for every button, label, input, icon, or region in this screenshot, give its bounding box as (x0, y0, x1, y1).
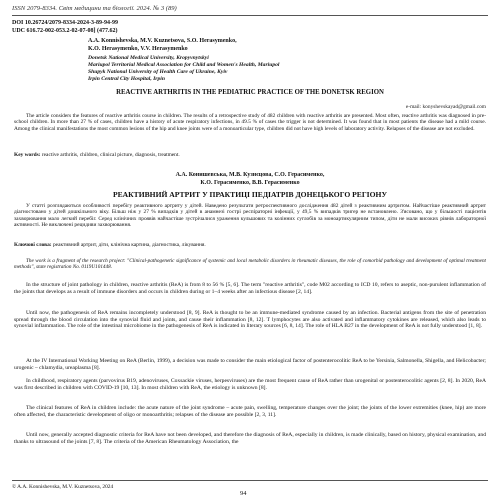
body-paragraph-4: In childhood, respiratory agents (parvovirus B19, adenoviruses, Coxsackie viruses, herpesviruses) are the most frequent cause of ReA rather than urogenital or postenterocolitic agents [2, 8]. In 2020, ReA was first described in children with COVID-19 [10, 13]. In most children with ReA, the etiology is unknown [8]. (14, 378, 486, 391)
keywords-en (14, 152, 486, 158)
abstract-en: The article considers the features of reactive arthritis course in children. The results of a retrospective study of 482 children with reactive arthritis are presented. Most often, reactive arthritis was diagnosed in pre-school children. In more than 27 % of cases, children have a history of acute respiratory infections, in 49.5 % of cases the trigger is not determined. It was found that in most patients the disease had a mild course. Among the clinical manifestations the most common lesions of the hip and knee joints were of a monoarticular type, children did not have high levels of laboratory activity. Relapses of the disease are not excluded. (14, 113, 486, 132)
body-paragraph-1: In the structure of joint pathology in children, reactive arthritis (ReA) is from 8 to 56 % [5, 6]. The term "reactive arthritis", code M02 according to ICD 10, refers to aseptic, non-purulent inflammation of the joints that develops as a result of immune disorders and occurs in children during or 1–4 weeks after an infectious disease [2, 14]. (14, 282, 486, 295)
keywords-en-text: reactive arthritis, children, clinical picture, diagnosis, treatment. (40, 152, 180, 158)
affiliation-2: Mariupol Territorial Medical Association for Child and Women's Health, Mariupol (88, 62, 280, 68)
journal-header: ISSN 2079-8334. Світ медицини та біології. 2024. № 3 (89) (12, 5, 177, 12)
doi: DOI 10.26724/2079-8334-2024-3-89-94-99 (12, 20, 118, 26)
footer-rule (12, 480, 488, 481)
copyright-notice: © A.A. Konnishevska, M.V. Kuznetsova, 2024 (12, 484, 114, 490)
udc: UDC 616.72-002-053.2-02-07-08] (477.62) (12, 28, 118, 34)
keywords-en-label: Key words: (14, 152, 41, 158)
abstract-uk: У статті розглядаються особливості перебігу реактивного артриту у дітей. Наведено результати ретроспективного дослідження 482 дітей з реактивним артритом. Найчастіше реактивний артрит діагностовано у дітей дошкільного віку. Більш ніж у 27 % випадків у дітей в анамнезі гострі респіраторні інфекції, у 49,5 % випадків тригер не встановлено. З'ясовано, що у більшості пацієнтів захворювання мало легкий перебіг. Серед клінічних проявів найчастіше зустрічалися ураження кульшових та колінних суглобів за моноартикулярним типом, діти не мали високих рівнів лабораторної активності. Не виключені рецидиви захворювання. (14, 203, 486, 228)
body-paragraph-5: The clinical features of ReA in children include: the acute nature of the joint syndrome – acute pain, swelling, temperature changes over the joint; the joints of the lower extremities (knee, hip) are more often affected, the characteristic development of oligo or monoarthritis; relapses of the disease are possible [2, 3, 11]. (14, 405, 486, 418)
page-number: 94 (240, 490, 247, 497)
affiliation-3: Shupyk National University of Health Care of Ukraine, Kyiv (88, 69, 228, 75)
authors-en-line2: K.O. Herasymenko, V.V. Herasymenko (88, 46, 188, 52)
authors-uk-line2: К.О. Герасименко, В.В. Герасименко (200, 180, 300, 186)
authors-uk-line1: А.А. Конишевська, М.В. Кузнєцова, С.О. Герасименко, (175, 172, 325, 178)
contact-email[interactable]: e-mail: konyshevskayad@gmail.com (405, 104, 486, 110)
header-rule (12, 15, 488, 16)
authors-en-line1: A.A. Konnishevska, M.V. Kuznetsova, S.O. Herasymenko, (88, 38, 237, 44)
keywords-uk-text: реактивний артрит, діти, клінічна картина, діагностика, лікування. (51, 242, 206, 248)
keywords-uk-label: Ключові слова: (14, 242, 52, 248)
article-title-en: REACTIVE ARTHRITIS IN THE PEDIATRIC PRACTICE OF THE DONETSK REGION (116, 89, 384, 96)
affiliation-4: Irpin Central City Hospital, Irpin (88, 76, 165, 82)
body-paragraph-2: Until now, the pathogenesis of ReA remains incompletely understood [8, 9]. ReA is thought to be an immune-mediated syndrome caused by an infection. Bacterial antigens from the site of penetration spread through the blood circulation into the synovial fluid and joints, and cause their inflammation [8, 12]. T lymphocytes are also activated and inflammatory cytokines are released, which also leads to synovial inflammation. The role of the intestinal microbiome in the pathogenesis of ReA is indicated in literary sources [6, 8, 14]. The role of HLA B27 in the development of ReA is not fully understood [1, 8]. (14, 310, 486, 330)
article-title-uk: РЕАКТИВНИЙ АРТРИТ У ПРАКТИЦІ ПЕДІАТРІВ ДОНЕЦЬКОГО РЕГІОНУ (112, 190, 388, 199)
research-note: The work is a fragment of the research project: "Clinical-pathogenetic significance of systemic and local metabolic disorders in rheumatic diseases, the role of comorbid pathology and development of optimal treatment methods", state registration No. 0119U101448. (14, 258, 486, 271)
keywords-uk (14, 242, 486, 248)
body-paragraph-3: At the IV International Working Meeting on ReA (Berlin, 1999), a decision was made to consider the main etiological factor of postenterocolitic ReA to be Yersinia, Salmonella, Shigella, and Helicobacter; urogenic – chlamydia, ureaplasma [8]. (14, 358, 486, 371)
affiliation-1: Donetsk National Medical University, Kropyvnytskyi (88, 55, 209, 61)
body-paragraph-6: Until now, generally accepted diagnostic criteria for ReA have not been developed, and therefore the diagnosis of ReA, especially in children, is made clinically, based on history, physical examination, and thanks to ultrasound of the joints [7, 8]. The criteria of the American Rheumatology Association, the (14, 432, 486, 445)
